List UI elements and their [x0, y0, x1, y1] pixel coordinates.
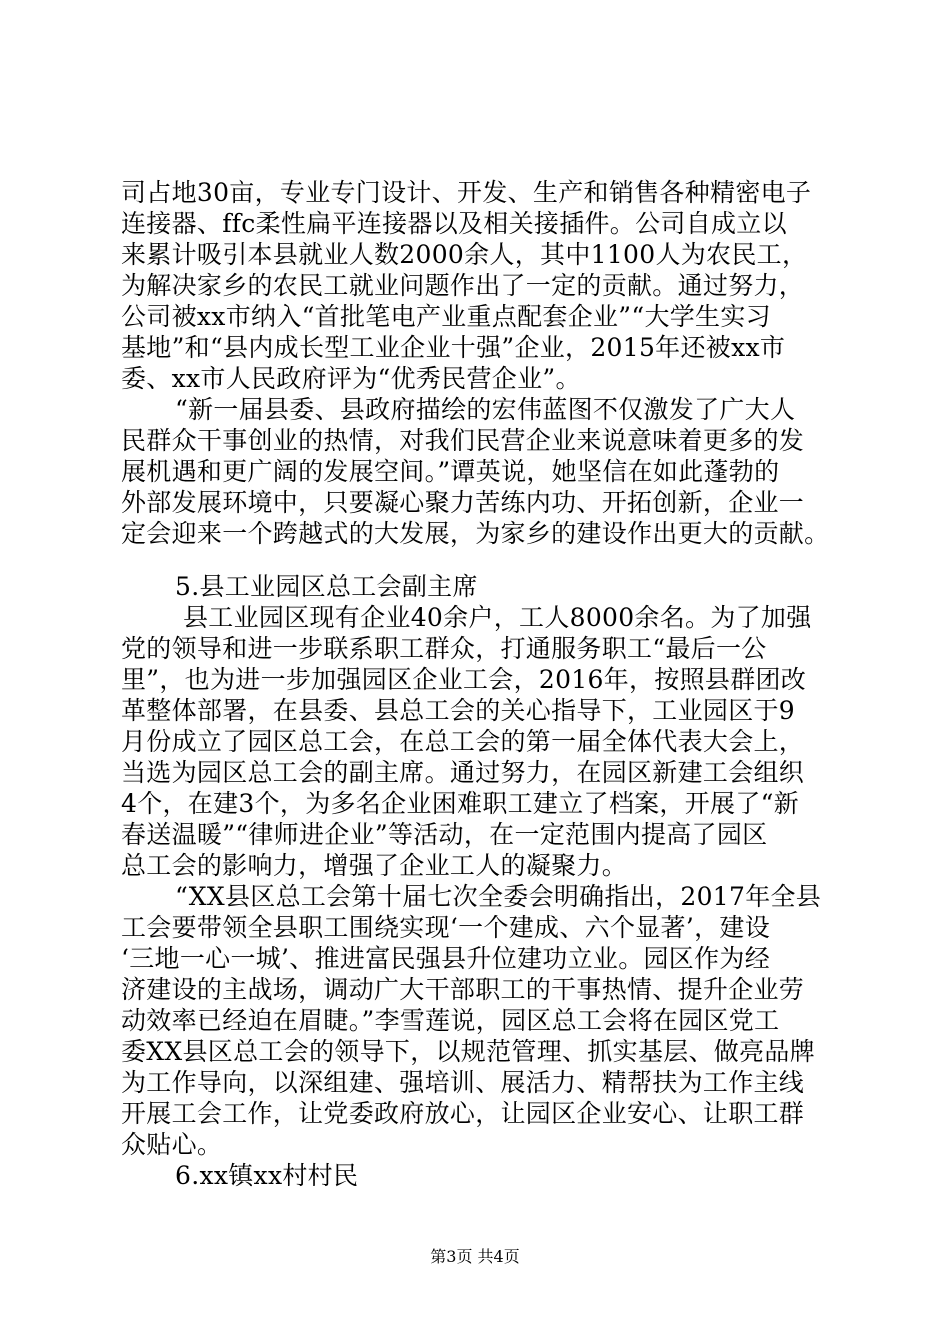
- body-text-line: 公司被xx市纳入“首批笔电产业重点配套企业”“大学生实习: [121, 302, 771, 331]
- body-text-line: 总工会的影响力，增强了企业工人的凝聚力。: [121, 851, 628, 880]
- body-text-line: 党的领导和进一步联系职工群众，打通服务职工“最后一公: [121, 634, 767, 663]
- body-text-line: 来累计吸引本县就业人数2000余人，其中1100人为农民工，: [121, 240, 808, 269]
- body-text-line: 定会迎来一个跨越式的大发展，为家乡的建设作出更大的贡献。: [121, 519, 830, 548]
- body-text-line: 4个，在建3个，为多名企业困难职工建立了档案，开展了“新: [121, 789, 799, 818]
- body-text-line: 工会要带领全县职工围绕实现‘一个建成、六个显著’，建设: [121, 913, 770, 942]
- body-text-line: 为解决家乡的农民工就业问题作出了一定的贡献。通过努力，: [121, 271, 805, 300]
- body-text-line: “新一届县委、县政府描绘的宏伟蓝图不仅激发了广大人: [175, 395, 796, 424]
- body-text-line: 为工作导向，以深组建、强培训、展活力、精帮扶为工作主线: [121, 1068, 805, 1097]
- body-text-line: 展机遇和更广阔的发展空间。”谭英说，她坚信在如此蓬勃的: [121, 457, 780, 486]
- body-text-line: 司占地30亩，专业专门设计、开发、生产和销售各种精密电子: [121, 178, 812, 207]
- body-text-line: 开展工会工作，让党委政府放心，让园区企业安心、让职工群: [121, 1099, 805, 1128]
- section-heading: 5.县工业园区总工会副主席: [175, 572, 478, 601]
- body-text-line: 委、xx市人民政府评为“优秀民营企业”。: [121, 364, 581, 393]
- body-text-line: 县工业园区现有企业40余户，工人8000余名。为了加强: [183, 603, 812, 632]
- body-text-line: 当选为园区总工会的副主席。通过努力，在园区新建工会组织: [121, 758, 805, 787]
- body-text-line: 民群众干事创业的热情，对我们民营企业来说意味着更多的发: [121, 426, 805, 455]
- page-footer: 第3页 共4页: [430, 1247, 520, 1266]
- body-text-line: 革整体部署，在县委、县总工会的关心指导下，工业园区于9: [121, 696, 796, 725]
- body-text-line: 春送温暖”“律师进企业”等活动，在一定范围内提高了园区: [121, 820, 768, 849]
- body-text-line: 动效率已经迫在眉睫。”李雪莲说，园区总工会将在园区党工: [121, 1006, 780, 1035]
- body-text-line: 外部发展环境中，只要凝心聚力苦练内功、开拓创新，企业一: [121, 488, 805, 517]
- body-text-line: ‘三地一心一城’、推进富民强县升位建功立业。园区作为经: [121, 944, 770, 973]
- body-text-line: “XX县区总工会第十届七次全委会明确指出，2017年全县: [175, 882, 822, 911]
- body-text-line: 众贴心。: [121, 1130, 223, 1159]
- body-text-line: 基地”和“县内成长型工业企业十强”企业，2015年还被xx市: [121, 333, 786, 362]
- body-text-line: 委XX县区总工会的领导下，以规范管理、抓实基层、做亮品牌: [121, 1037, 815, 1066]
- body-text-line: 连接器、ffc柔性扁平连接器以及相关接插件。公司自成立以: [121, 209, 787, 238]
- body-text-line: 月份成立了园区总工会，在总工会的第一届全体代表大会上，: [121, 727, 805, 756]
- body-text-line: 济建设的主战场，调动广大干部职工的干事热情、提升企业劳: [121, 975, 805, 1004]
- body-text-line: 里”，也为进一步加强园区企业工会，2016年，按照县群团改: [121, 665, 807, 694]
- section-heading: 6.xx镇xx村村民: [175, 1161, 359, 1190]
